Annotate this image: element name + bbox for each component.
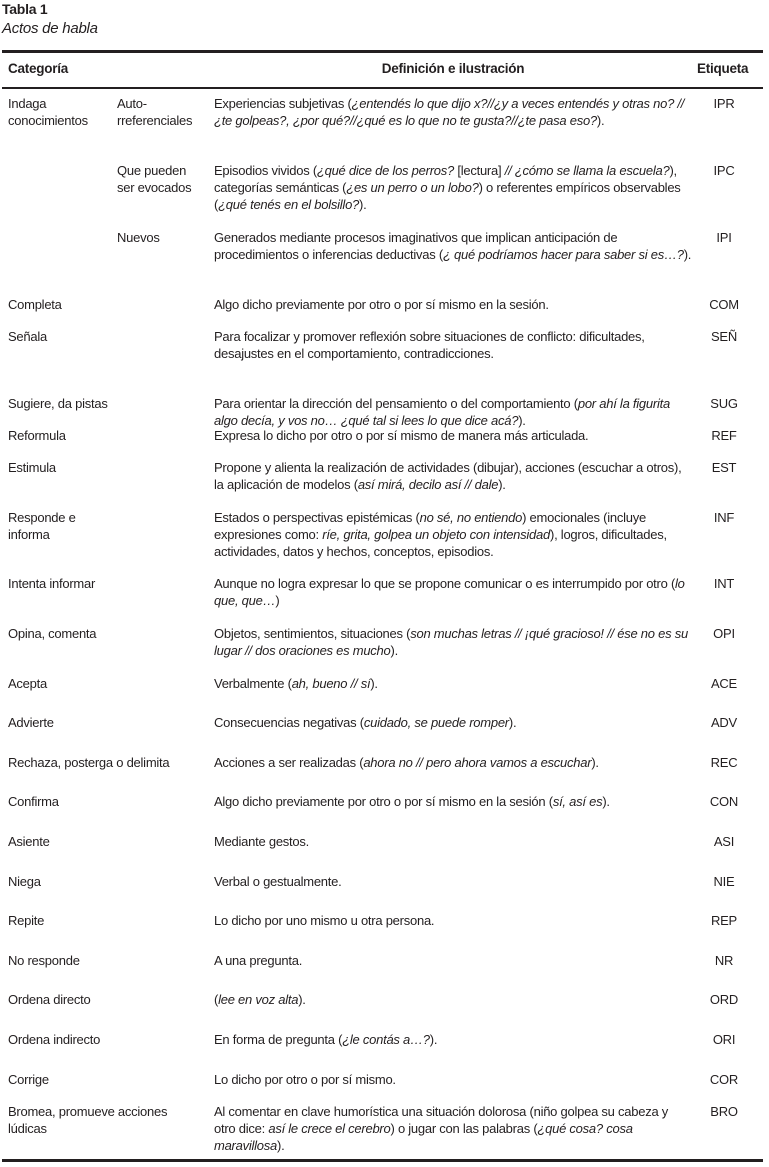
- definition-text: A una pregunta.: [214, 953, 303, 968]
- label-cell: REP: [711, 913, 737, 928]
- category-cell: Intenta informar: [8, 576, 96, 591]
- definition-cell: [214, 427, 692, 444]
- definition-text: ).: [508, 715, 517, 730]
- definition-cell: [214, 912, 692, 929]
- bottom-rule: [2, 1159, 763, 1162]
- label-cell: ORD: [709, 992, 739, 1007]
- definition-text: ).: [277, 1138, 285, 1153]
- label-cell: REC: [710, 755, 738, 770]
- category-cell: Ordena indirecto: [8, 1032, 101, 1047]
- definition-text: Algo dicho previamente por otro o por sí mismo en la sesión.: [214, 297, 549, 312]
- top-rule: [2, 50, 763, 53]
- definition-cell: [214, 952, 692, 969]
- category-cell: No responde: [8, 953, 80, 968]
- label-cell: CON: [709, 794, 739, 809]
- example-text: ríe, grita, golpea un objeto con intensidad: [322, 527, 550, 542]
- subcategory-cell: Auto- rreferenciales: [117, 96, 193, 128]
- definition-text: ).: [429, 1032, 438, 1047]
- label-cell: INF: [713, 510, 735, 525]
- label-cell: IPC: [713, 163, 735, 178]
- definition-text: Generados mediante procesos imaginativos que implican anticipación de procedimientos o inferencias deductivas (: [214, 230, 618, 262]
- subcategory-cell: Nuevos: [117, 230, 160, 245]
- definition-text: ), logros, dificultades, actividades, datos y hechos, conceptos, episodios.: [214, 527, 667, 559]
- subcategory-cell: Que pueden ser evocados: [117, 163, 192, 195]
- example-text: ah, bueno // sí: [291, 676, 371, 691]
- example-text: cuidado, se puede romper: [363, 715, 509, 730]
- example-text: ¿le contás a…?: [342, 1032, 430, 1047]
- definition-text: Al comentar en clave humorística una situación dolorosa (niño golpea su cabeza y otro dice:: [214, 1104, 669, 1136]
- example-text: ahora no // pero ahora vamos a escuchar: [363, 755, 592, 770]
- label-cell: COM: [709, 297, 739, 312]
- definition-cell: [214, 625, 692, 659]
- category-cell: Responde e informa: [8, 510, 76, 542]
- example-text: lee en voz alta: [218, 992, 299, 1007]
- example-text: ¿ qué podríamos hacer para saber si es…?: [442, 247, 684, 262]
- definition-cell: [214, 873, 692, 890]
- category-cell: Bromea, promueve acciones lúdicas: [8, 1104, 168, 1136]
- definition-cell: [214, 162, 692, 213]
- definition-text: ).: [359, 197, 367, 212]
- label-cell: COR: [709, 1072, 739, 1087]
- label-cell: SUG: [710, 396, 738, 411]
- definition-cell: [214, 754, 692, 771]
- definition-text: ).: [596, 113, 605, 128]
- definition-text: (: [214, 992, 219, 1007]
- label-cell: OPI: [713, 626, 735, 641]
- example-text: // ¿cómo se llama la escuela?: [504, 163, 670, 178]
- category-cell: Corrige: [8, 1072, 49, 1087]
- label-cell: ACE: [711, 676, 737, 691]
- definition-text: Expresa lo dicho por otro o por sí mismo de manera más articulada.: [214, 428, 589, 443]
- definition-text: ).: [602, 794, 610, 809]
- category-cell: Sugiere, da pistas: [8, 396, 108, 411]
- label-cell: NR: [714, 953, 734, 968]
- definition-text: Propone y alienta la realización de actividades (dibujar), acciones (escuchar a otros), la aplicación de modelos (: [214, 460, 682, 492]
- label-cell: IPI: [716, 230, 732, 245]
- definition-cell: [214, 1031, 692, 1048]
- definition-cell: [214, 575, 692, 609]
- definition-cell: [214, 229, 692, 263]
- definition-text: Para focalizar y promover reflexión sobre situaciones de conflicto: dificultades, desajustes en el comportamiento, contradicciones.: [214, 329, 645, 361]
- definition-cell: [214, 714, 692, 731]
- definition-cell: [214, 509, 692, 560]
- definition-text: Consecuencias negativas (: [214, 715, 364, 730]
- definition-text: Verbalmente (: [214, 676, 292, 691]
- definition-text: Algo dicho previamente por otro o por sí mismo en la sesión (: [214, 794, 553, 809]
- definition-cell: [214, 1071, 692, 1088]
- definition-text: ).: [298, 992, 306, 1007]
- example-text: ¿qué tenés en el bolsillo?: [218, 197, 360, 212]
- definition-text: Acciones a ser realizadas (: [214, 755, 364, 770]
- category-cell: Advierte: [8, 715, 54, 730]
- definition-cell: [214, 991, 692, 1008]
- category-cell: Indaga conocimientos: [8, 96, 88, 128]
- definition-text: ), categorías semánticas (: [214, 163, 677, 195]
- definition-cell: [214, 95, 692, 129]
- definition-text: ).: [518, 413, 526, 428]
- example-text: sí, así es: [552, 794, 603, 809]
- definition-text: Aunque no logra expresar lo que se propone comunicar o es interrumpido por otro (: [214, 576, 676, 591]
- category-cell: Estimula: [8, 460, 56, 475]
- category-cell: Niega: [8, 874, 41, 889]
- header-definition: Definición e ilustración: [381, 61, 525, 76]
- definition-cell: [214, 833, 692, 850]
- definition-text: En forma de pregunta (: [214, 1032, 343, 1047]
- example-text: son muchas letras // ¡qué gracioso! // ése no es su lugar // dos oraciones es mucho: [214, 626, 688, 658]
- label-cell: IPR: [713, 96, 735, 111]
- definition-text: Mediante gestos.: [214, 834, 310, 849]
- definition-text: ).: [683, 247, 692, 262]
- category-cell: Opina, comenta: [8, 626, 97, 641]
- example-text: no sé, no entiendo: [419, 510, 523, 525]
- definition-text: Lo dicho por otro o por sí mismo.: [214, 1072, 396, 1087]
- definition-text: ) emocionales (incluye expresiones como:: [214, 510, 646, 542]
- example-text: ¿qué dice de los perros?: [316, 163, 454, 178]
- category-cell: Señala: [8, 329, 47, 344]
- definition-cell: [214, 328, 692, 362]
- category-cell: Completa: [8, 297, 62, 312]
- label-cell: ADV: [711, 715, 737, 730]
- definition-text: Estados o perspectivas epistémicas (: [214, 510, 420, 525]
- definition-cell: [214, 793, 692, 810]
- definition-text: ): [275, 593, 280, 608]
- label-cell: SEÑ: [711, 329, 737, 344]
- definition-cell: [214, 675, 692, 692]
- definition-cell: [214, 459, 692, 493]
- header-label: Etiqueta: [697, 61, 749, 76]
- example-text: así le crece el cerebro: [268, 1121, 391, 1136]
- label-cell: REF: [711, 428, 737, 443]
- category-cell: Confirma: [8, 794, 59, 809]
- definition-text: ) o referentes empíricos observables (: [214, 180, 681, 212]
- category-cell: Acepta: [8, 676, 47, 691]
- example-text: ¿entendés lo que dijo x?//¿y a veces entendés y otras no? // ¿te golpeas?, ¿por qué?//¿qué es lo que no te gusta?//¿te pasa eso?: [214, 96, 685, 128]
- example-text: ¿es un perro o un lobo?: [346, 180, 479, 195]
- example-text: así mirá, decilo así // dale: [357, 477, 499, 492]
- definition-text: Objetos, sentimientos, situaciones (: [214, 626, 411, 641]
- table-number: Tabla 1: [2, 1, 48, 17]
- table-caption: Actos de habla: [2, 20, 98, 37]
- label-cell: ORI: [712, 1032, 736, 1047]
- definition-text: ).: [498, 477, 506, 492]
- definition-text: Verbal o gestualmente.: [214, 874, 342, 889]
- label-cell: ASI: [713, 834, 735, 849]
- category-cell: Ordena directo: [8, 992, 91, 1007]
- category-cell: Reformula: [8, 428, 66, 443]
- example-text: por ahí la figurita algo decía, y vos no… ¿qué tal si lees lo que dice acá?: [214, 396, 670, 428]
- label-cell: NIE: [713, 874, 735, 889]
- definition-text: Lo dicho por uno mismo u otra persona.: [214, 913, 435, 928]
- definition-text: Episodios vividos (: [214, 163, 317, 178]
- definition-cell: [214, 1103, 692, 1154]
- definition-text: ).: [591, 755, 599, 770]
- definition-cell: [214, 296, 692, 313]
- definition-text: ).: [390, 643, 398, 658]
- definition-text: Para orientar la dirección del pensamiento o del comportamiento (: [214, 396, 578, 411]
- category-cell: Repite: [8, 913, 45, 928]
- category-cell: Rechaza, posterga o delimita: [8, 755, 170, 770]
- definition-text: Experiencias subjetivas (: [214, 96, 352, 111]
- example-text: lo que, que…: [214, 576, 685, 608]
- category-cell: Asiente: [8, 834, 50, 849]
- definition-text: ) o jugar con las palabras (: [390, 1121, 538, 1136]
- label-cell: INT: [713, 576, 735, 591]
- label-cell: EST: [711, 460, 737, 475]
- header-category: Categoría: [8, 61, 69, 76]
- definition-text: [lectura]: [454, 163, 505, 178]
- definition-cell: [214, 395, 692, 429]
- example-text: ¿qué cosa? cosa maravillosa: [214, 1121, 633, 1153]
- header-rule: [2, 87, 763, 89]
- definition-text: ).: [370, 676, 378, 691]
- label-cell: BRO: [710, 1104, 738, 1119]
